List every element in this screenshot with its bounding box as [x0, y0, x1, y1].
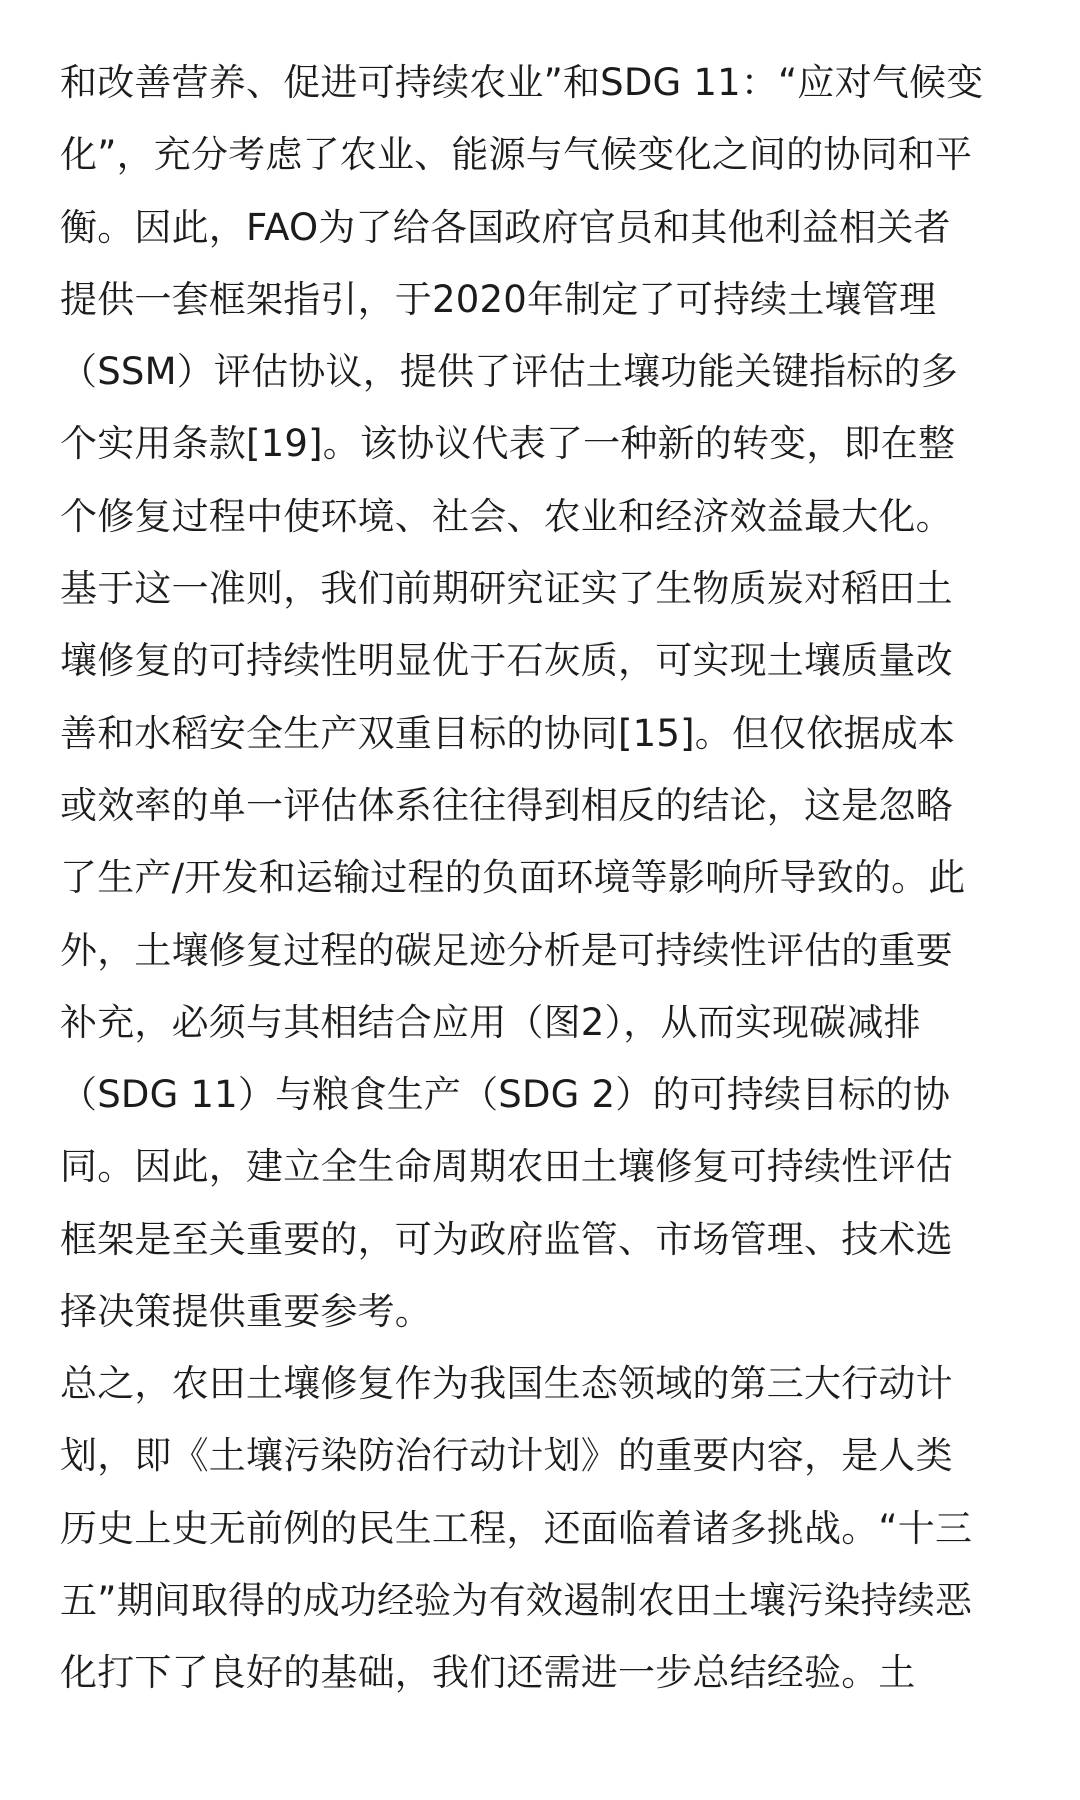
- text-line: （SSM）评估协议，提供了评估土壤功能关键指标的多: [60, 350, 958, 394]
- text-line: 个修复过程中使环境、社会、农业和经济效益最大化。: [60, 494, 953, 538]
- text-line: 化打下了良好的基础，我们还需进一步总结经验。土: [60, 1651, 916, 1695]
- text-line: 善和水稻安全生产双重目标的协同[15]。但仅依据成本: [60, 711, 956, 755]
- text-line: 同。因此，建立全生命周期农田土壤修复可持续性评估: [60, 1145, 953, 1189]
- text-line: 衡。因此，FAO为了给各国政府官员和其他利益相关者: [60, 205, 951, 249]
- text-line: 了生产/开发和运输过程的负面环境等影响所导致的。此: [60, 856, 966, 900]
- text-line: 个实用条款[19]。该协议代表了一种新的转变，即在整: [60, 422, 956, 466]
- text-line: 基于这一准则，我们前期研究证实了生物质炭对稻田土: [60, 567, 953, 611]
- text-line: 壤修复的可持续性明显优于石灰质，可实现土壤质量改: [60, 639, 953, 683]
- text-line: 框架是至关重要的，可为政府监管、市场管理、技术选: [60, 1217, 953, 1261]
- text-line: 提供一套框架指引，于2020年制定了可持续土壤管理: [60, 277, 937, 321]
- text-line: 补充，必须与其相结合应用（图2），从而实现碳减排: [60, 1000, 921, 1044]
- text-line: 择决策提供重要参考。: [60, 1290, 432, 1334]
- text-line: 总之，农田土壤修复作为我国生态领域的第三大行动计: [60, 1362, 953, 1405]
- text-line: 划，即《土壤污染防治行动计划》的重要内容，是人类: [60, 1434, 953, 1478]
- text-line: （SDG 11）与粮食生产（SDG 2）的可持续目标的协: [60, 1073, 951, 1117]
- paragraph-ssm-evaluation: [60, 47, 1020, 1348]
- text-line: 五”期间取得的成功经验为有效遏制农田土壤污染持续恶: [60, 1578, 973, 1622]
- text-line: 历史上史无前例的民生工程，还面临着诸多挑战。“十三: [60, 1506, 973, 1550]
- text-line: 和改善营养、促进可持续农业”和SDG 11：“应对气候变: [60, 61, 984, 104]
- paragraph-conclusion: [60, 1348, 1020, 1709]
- text-line: 外，土壤修复过程的碳足迹分析是可持续性评估的重要: [60, 928, 953, 972]
- text-line: 或效率的单一评估体系往往得到相反的结论，这是忽略: [60, 783, 953, 827]
- text-line: 化”，充分考虑了农业、能源与气候变化之间的协同和平: [60, 133, 973, 177]
